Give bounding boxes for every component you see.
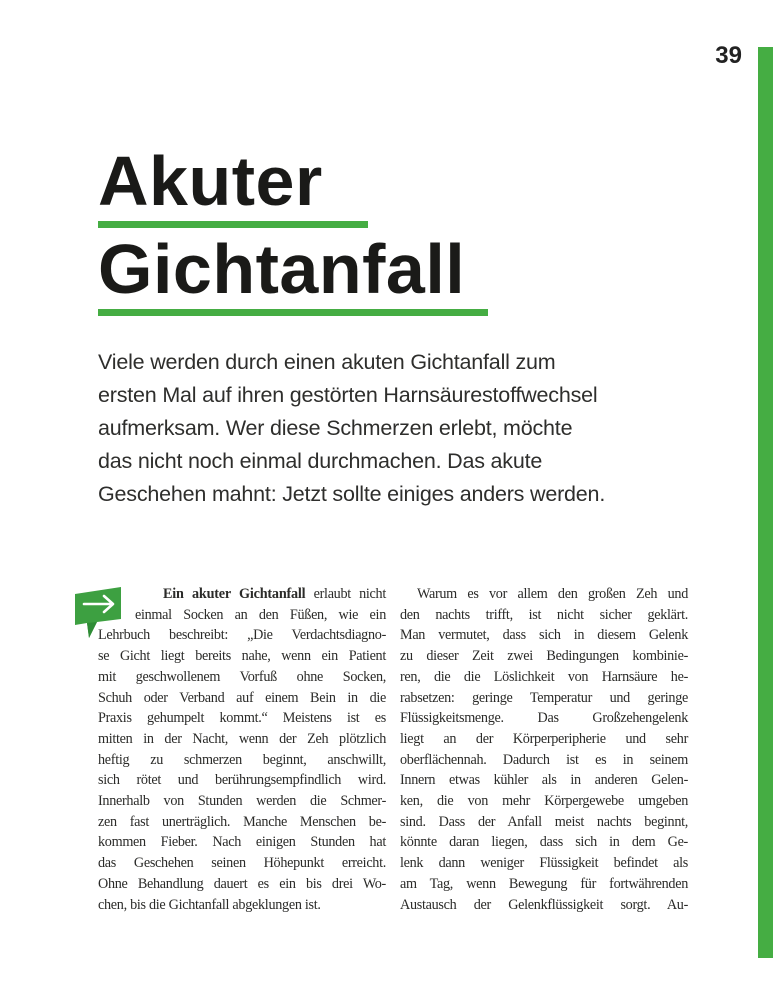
text-line: zu dieser Zeit zwei Bedingungen kombinie-: [400, 648, 688, 665]
text-line: Viele werden durch einen akuten Gichtanfall zum: [98, 350, 556, 374]
text-line: Austausch der Gelenkflüssigkeit sorgt. Au-: [400, 896, 688, 913]
page-number: 39: [715, 42, 742, 69]
text-line: rabsetzen: geringe Temperatur und geringe: [400, 689, 688, 706]
text-line: kommen Fieber. Nach einigen Stunden hat: [98, 834, 386, 851]
text-line: Warum es vor allem den großen Zeh und: [417, 586, 688, 602]
text-line: mitten in der Nacht, wenn der Zeh plötzlich: [98, 730, 386, 747]
text-line: se Gicht liegt bereits nahe, wenn ein Patient: [98, 648, 386, 665]
chapter-title: [98, 142, 488, 316]
text-line: aufmerksam. Wer diese Schmerzen erlebt, möchte: [98, 416, 573, 440]
chapter-title-line-2: Gichtanfall: [98, 230, 466, 308]
title-underline-2: [98, 309, 488, 316]
body-column-right: [400, 584, 688, 915]
text-line: ken, die von mehr Körpergewebe umgeben: [400, 793, 688, 810]
text-line: [98, 584, 386, 605]
article-body: [98, 584, 688, 915]
text-line: sich rötet und berührungsempfindlich wird.: [98, 772, 386, 789]
text-line: mit geschwollenem Vorfuß ohne Socken,: [98, 668, 386, 685]
text-line: Innern etwas kühler als in anderen Gelen-: [400, 772, 688, 789]
chapter-title-line-1: Akuter: [98, 142, 323, 220]
text-line: zen fast unerträglich. Manche Menschen be-: [98, 813, 386, 830]
text-line: das Geschehen seinen Höhepunkt erreicht.: [98, 855, 386, 872]
text-line: könnte daran liegen, dass sich in dem Ge-: [400, 834, 688, 851]
text-line: Lehrbuch beschreibt: „Die Verdachtsdiagno-: [98, 627, 386, 644]
text-line: oberflächennah. Dadurch ist es in seinem: [400, 751, 688, 768]
text-line: den nachts trifft, ist nicht sicher geklärt.: [400, 606, 688, 623]
title-underline-1: [98, 221, 368, 228]
text-line: Innerhalb von Stunden werden die Schmer-: [98, 793, 386, 810]
text-line: lenk dann weniger Flüssigkeit befindet als: [400, 855, 688, 872]
text-line: einmal Socken an den Füßen, wie ein: [135, 606, 386, 623]
text-line: Ohne Behandlung dauert es ein bis drei Wo-: [98, 875, 386, 892]
text-line: ren, die die Löslichkeit von Harnsäure he-: [400, 668, 688, 685]
text-line: Flüssigkeitsmenge. Das Großzehengelenk: [400, 710, 688, 727]
lead-in-rest: erlaubt nicht: [305, 586, 386, 602]
text-line: heftig zu schmerzen beginnt, anschwillt,: [98, 751, 386, 768]
text-line: Praxis gehumpelt kommt.“ Meistens ist es: [98, 710, 386, 727]
text-line: Schuh oder Verband auf einem Bein in die: [98, 689, 386, 706]
intro-paragraph: [98, 346, 718, 511]
page-edge-accent-bar: [758, 47, 773, 958]
text-line: chen, bis die Gichtanfall abgeklungen ist.: [98, 896, 321, 913]
text-line: ersten Mal auf ihren gestörten Harnsäurestoffwechsel: [98, 383, 598, 407]
text-line: Geschehen mahnt: Jetzt sollte einiges anders werden.: [98, 482, 606, 506]
text-line: Man vermutet, dass sich in diesem Gelenk: [400, 627, 688, 644]
text-line: sind. Dass der Anfall meist nachts beginnt,: [400, 813, 688, 830]
text-line: das nicht noch einmal durchmachen. Das akute: [98, 449, 543, 473]
text-line: am Tag, wenn Bewegung für fortwährenden: [400, 875, 688, 892]
lead-in-bold: Ein akuter Gichtanfall: [163, 586, 306, 602]
body-column-left: [98, 584, 386, 915]
text-line: liegt an der Körperperipherie und sehr: [400, 730, 688, 747]
